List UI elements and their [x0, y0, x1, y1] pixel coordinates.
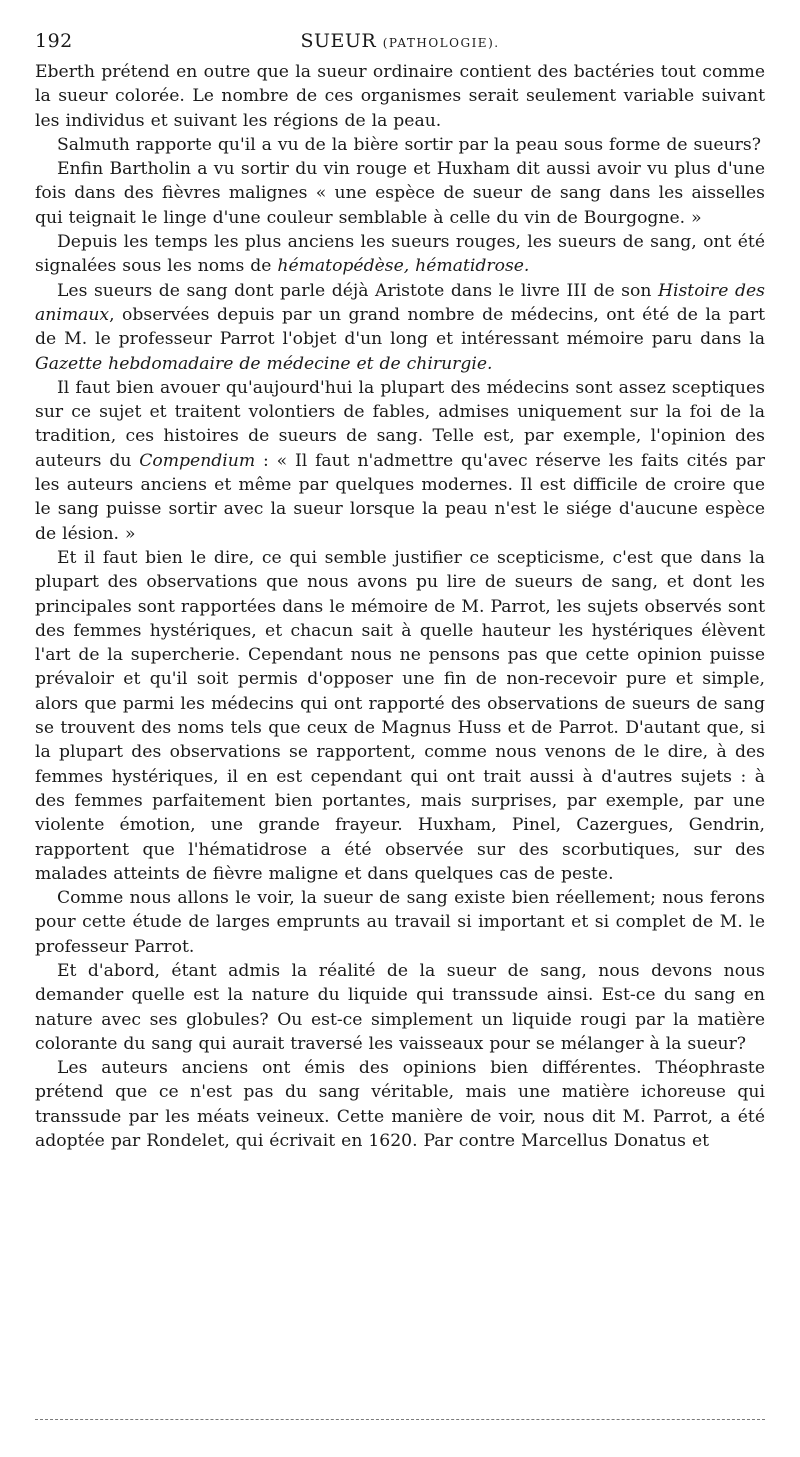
- text-run: Les sueurs de sang dont parle déjà Aristote dans le livre III de son: [57, 280, 658, 301]
- text-run: Enfin Bartholin a vu sortir du vin rouge et Huxham dit aussi avoir vu plus d'une fois dans des fièvres malignes « une espèce de sueur de sang dans les aisselles qui teignait le linge d'une couleur semblable à celle du vin de Bourgogne. »: [35, 159, 765, 228]
- document-page: [35, 30, 765, 1153]
- italic-text: Gazette hebdomadaire de médecine et de chirurgie.: [35, 353, 493, 374]
- paragraph: [35, 279, 765, 376]
- paragraph: [35, 959, 765, 1056]
- paragraph: [35, 886, 765, 959]
- text-run: Comme nous allons le voir, la sueur de sang existe bien réellement; nous ferons pour cette étude de larges emprunts au travail si important et si complet de M. le professeur Parrot.: [35, 888, 765, 957]
- paragraph: [35, 133, 765, 157]
- page-header: [35, 30, 765, 52]
- running-head-subtitle: (PATHOLOGIE).: [382, 36, 500, 50]
- paragraph: [35, 230, 765, 279]
- footer-dashed-rule: [35, 1419, 765, 1420]
- text-run: : « Il faut n'admettre qu'avec réserve les faits cités par les auteurs anciens et même par quelques modernes. Il est difficile de croire que le sang puisse sortir avec la sueur lorsque la peau n'est le siége d'aucune espèce de lésion. »: [35, 450, 766, 544]
- text-run: , observées depuis par un grand nombre de médecins, ont été de la part de M. le professeur Parrot l'objet d'un long et intéressant mémoire paru dans la: [35, 304, 765, 350]
- italic-text: Histoire des animaux: [35, 280, 766, 325]
- text-run: Il faut bien avouer qu'aujourd'hui la plupart des médecins sont assez sceptiques sur ce sujet et traitent volontiers de fables, admises uniquement sur la foi de la tradition, ces histoires de sueurs de sang. Telle est, par exemple, l'opinion des auteurs du: [35, 377, 765, 471]
- italic-text: Compendium: [139, 450, 256, 471]
- text-run: Les auteurs anciens ont émis des opinions bien différentes. Théophraste prétend que ce n'est pas du sang véritable, mais une matière ichoreuse qui transsude par les méats veineux. Cette manière de voir, nous dit M. Parrot, a été adoptée par Rondelet, qui écrivait en 1620. Par contre Marcellus Donatus et: [35, 1058, 765, 1152]
- page-number: 192: [35, 30, 73, 52]
- text-run: Depuis les temps les plus anciens les sueurs rouges, les sueurs de sang, ont été signalées sous les noms de: [35, 232, 765, 277]
- paragraph: [35, 157, 765, 230]
- text-run: Et il faut bien le dire, ce qui semble justifier ce scepticisme, c'est que dans la plupart des observations que nous avons pu lire de sueurs de sang, et dont les principales sont rapportées dans le mémoire de M. Parrot, les sujets observés sont des femmes hystériques, et chacun sait à quelle hauteur les hystériques élèvent l'art de la supercherie. Cependant nous ne pensons pas que cette opinion puisse prévaloir et qu'il soit permis d'opposer une fin de non-recevoir pure et simple, alors que parmi les médecins qui ont rapporté des observations de sueurs de sang se trouvent des noms tels que ceux de Magnus Huss et de Parrot. D'autant que, si la plupart des observations se rapportent, comme nous venons de le dire, à des femmes hystériques, il en est cependant qui ont trait aussi à d'autres sujets : à des femmes parfaitement bien portantes, mais surprises, par exemple, par une violente émotion, une grande frayeur. Huxham, Pinel, Cazergues, Gendrin, rapportent que l'hématidrose a été observée sur des scorbutiques, sur des malades atteints de fièvre maligne et dans quelques cas de peste.: [35, 547, 765, 884]
- paragraph: [35, 60, 765, 133]
- text-run: Eberth prétend en outre que la sueur ordinaire contient des bactéries tout comme la sueur colorée. Le nombre de ces organismes serait seulement variable suivant les individus et suivant les régions de la peau.: [35, 62, 765, 131]
- text-run: Salmuth rapporte qu'il a vu de la bière sortir par la peau sous forme de sueurs?: [57, 134, 761, 155]
- italic-text: hématopédèse, hématidrose.: [277, 256, 530, 277]
- paragraph: [35, 1056, 765, 1153]
- text-run: Et d'abord, étant admis la réalité de la sueur de sang, nous devons nous demander quelle est la nature du liquide qui transsude ainsi. Est-ce du sang en nature avec ses globules? Ou est-ce simplement un liquide rougi par la matière colorante du sang qui aurait traversé les vaisseaux pour se mélanger à la sueur?: [35, 960, 765, 1054]
- body-text: [35, 60, 765, 1153]
- running-head-title: SUEUR: [300, 30, 377, 52]
- paragraph: [35, 376, 765, 546]
- paragraph: [35, 546, 765, 886]
- running-head: [87, 30, 765, 52]
